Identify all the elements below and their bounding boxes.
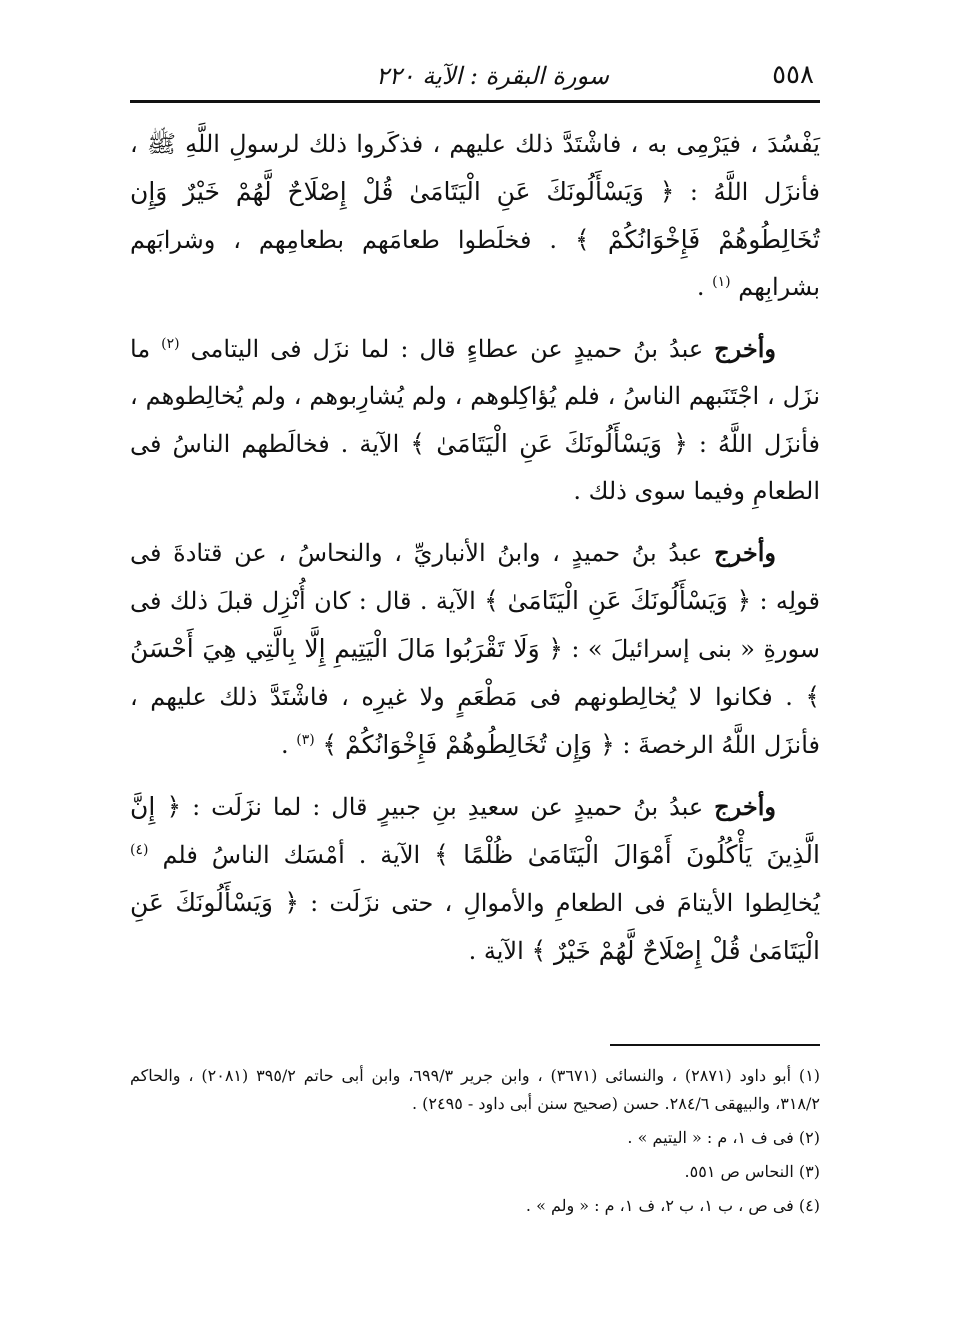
quran-verse: ﴿ وَيَسْأَلُونَكَ عَنِ الْيَتَامَىٰ قُلْ إِصْلَاحٌ لَّهُمْ خَيْرٌ ﴾: [130, 888, 820, 965]
text-run: يَفْسُدَ ، فيَرْمِى به ، فاشْتَدَّ ذلك عليهم ، فذكَروا ذلك لرسولِ اللَّهِ ﷺ ، فأنزَل اللَّهُ :: [130, 130, 820, 206]
footnote-2: (٢) فى ف ١، م : « اليتيم » .: [627, 1128, 820, 1147]
quran-verse: ﴿ وَيَسْأَلُونَكَ عَنِ الْيَتَامَىٰ ﴾: [484, 586, 752, 615]
page-number: ٥٥٨: [772, 60, 814, 90]
quran-verse: ﴿ وَلَا تَقْرَبُوا مَالَ الْيَتِيمِ إِلَّا بِالَّتِي هِيَ أَحْسَنُ ﴾: [130, 634, 820, 711]
quran-verse: ﴿ إِنَّ الَّذِينَ يَأْكُلُونَ أَمْوَالَ الْيَتَامَىٰ ظُلْمًا ﴾: [130, 792, 820, 869]
quran-verse: ﴿ وَيَسْأَلُونَكَ عَنِ الْيَتَامَىٰ ﴾: [410, 429, 688, 458]
text-run: يُخالِطوا الأيتامَ فى الطعامِ والأموالِ ، حتى نزَلَت :: [299, 889, 821, 917]
text-run: . فكانوا لا يُخالِطونهم فى مَطْعَمٍ ولا غيرِه ، فاشْتَدَّ ذلك عليهم ، فأنزَل اللَّهُ الرخصةَ :: [130, 683, 820, 759]
text-run: الآية .: [468, 937, 524, 965]
lead-word: وأخرج: [714, 538, 776, 567]
footnote-ref[interactable]: (٣): [296, 732, 315, 748]
paragraph-4: [130, 783, 820, 975]
main-text: [130, 121, 820, 975]
text-run: ما نزَل ، اجْتَنَبهم الناسُ ، فلم يُؤاكِلوهم ، ولم يُشارِبوهم ، ولم يُخالِطوهم ، فأنزَل اللَّهُ :: [130, 335, 820, 458]
footnote-1: (١) أبو داود (٢٨٧١) ، والنسائى (٣٦٧١) ، وابن جرير ٦٩٩/٣، وابن أبى حاتم ٣٩٥/٢ (٢٠٨١) ، والحاكم ٣١٨/٢، والبيهقى ٢٨٤/٦. حسن (صحيح سنن أبى داود - ٢٤٩٥) .: [130, 1066, 821, 1113]
paragraph-1: [130, 121, 820, 311]
footnotes: [130, 1044, 820, 1226]
header-rule: [130, 100, 820, 103]
text-run: عبدُ بنُ حميدٍ عن سعيدِ بنِ جبيرٍ قال : لما نزَلَت :: [181, 793, 704, 821]
text-run: عبدُ بنُ حميدٍ ، وابنُ الأنباريِّ ، والنحاسُ ، عن قتادةَ فى قولِه :: [130, 539, 820, 615]
footnote-ref[interactable]: (٢): [161, 336, 180, 352]
page: [130, 60, 820, 989]
text-run: الآية . أمْسَك الناسُ فلم: [162, 841, 421, 869]
text-run: .: [696, 273, 705, 301]
lead-word: وأخرج: [714, 792, 776, 821]
footnote-ref[interactable]: (١): [712, 274, 731, 290]
paragraph-3: [130, 529, 820, 769]
text-run: . فخلَطوا طعامَهم بطعامِهم ، وشرابَهم بشرابِهم: [130, 226, 820, 301]
paragraph-2: [130, 325, 820, 515]
footnote-4: (٤) فى ص ، ب ١، ب ٢، ف ١، م : « ولم » .: [525, 1196, 820, 1215]
text-run: الآية . فخالَطهم الناسُ فى الطعامِ وفيما سوى ذلك .: [130, 430, 820, 505]
running-title: سورة البقرة : الآية ٢٢٠: [376, 62, 610, 90]
footnote-rule: [610, 1044, 820, 1046]
quran-verse: ﴿ وَيَسْأَلُونَكَ عَنِ الْيَتَامَىٰ قُلْ إِصْلَاحٌ لَّهُمْ خَيْرٌ وَإِن تُخَالِطُوهُمْ فَإِخْوَانُكُمْ ﴾: [130, 177, 820, 254]
footnote-ref[interactable]: (٤): [130, 842, 149, 858]
running-header: [130, 60, 820, 100]
quran-verse: ﴿ وَإِن تُخَالِطُوهُمْ فَإِخْوَانُكُمْ ﴾: [322, 730, 615, 759]
text-run: .: [281, 731, 289, 759]
lead-word: وأخرج: [714, 334, 776, 363]
footnote-3: (٣) النحاس ص ٥٥١.: [684, 1162, 820, 1181]
text-run: عبدُ بنُ حميدٍ عن عطاءٍ قال : لما نزَل فى اليتامى: [190, 335, 704, 363]
text-run: الآية . قال : كان أُنْزِل قبلَ ذلك فى سورةِ « بنى إسرائيلَ » :: [130, 587, 821, 663]
